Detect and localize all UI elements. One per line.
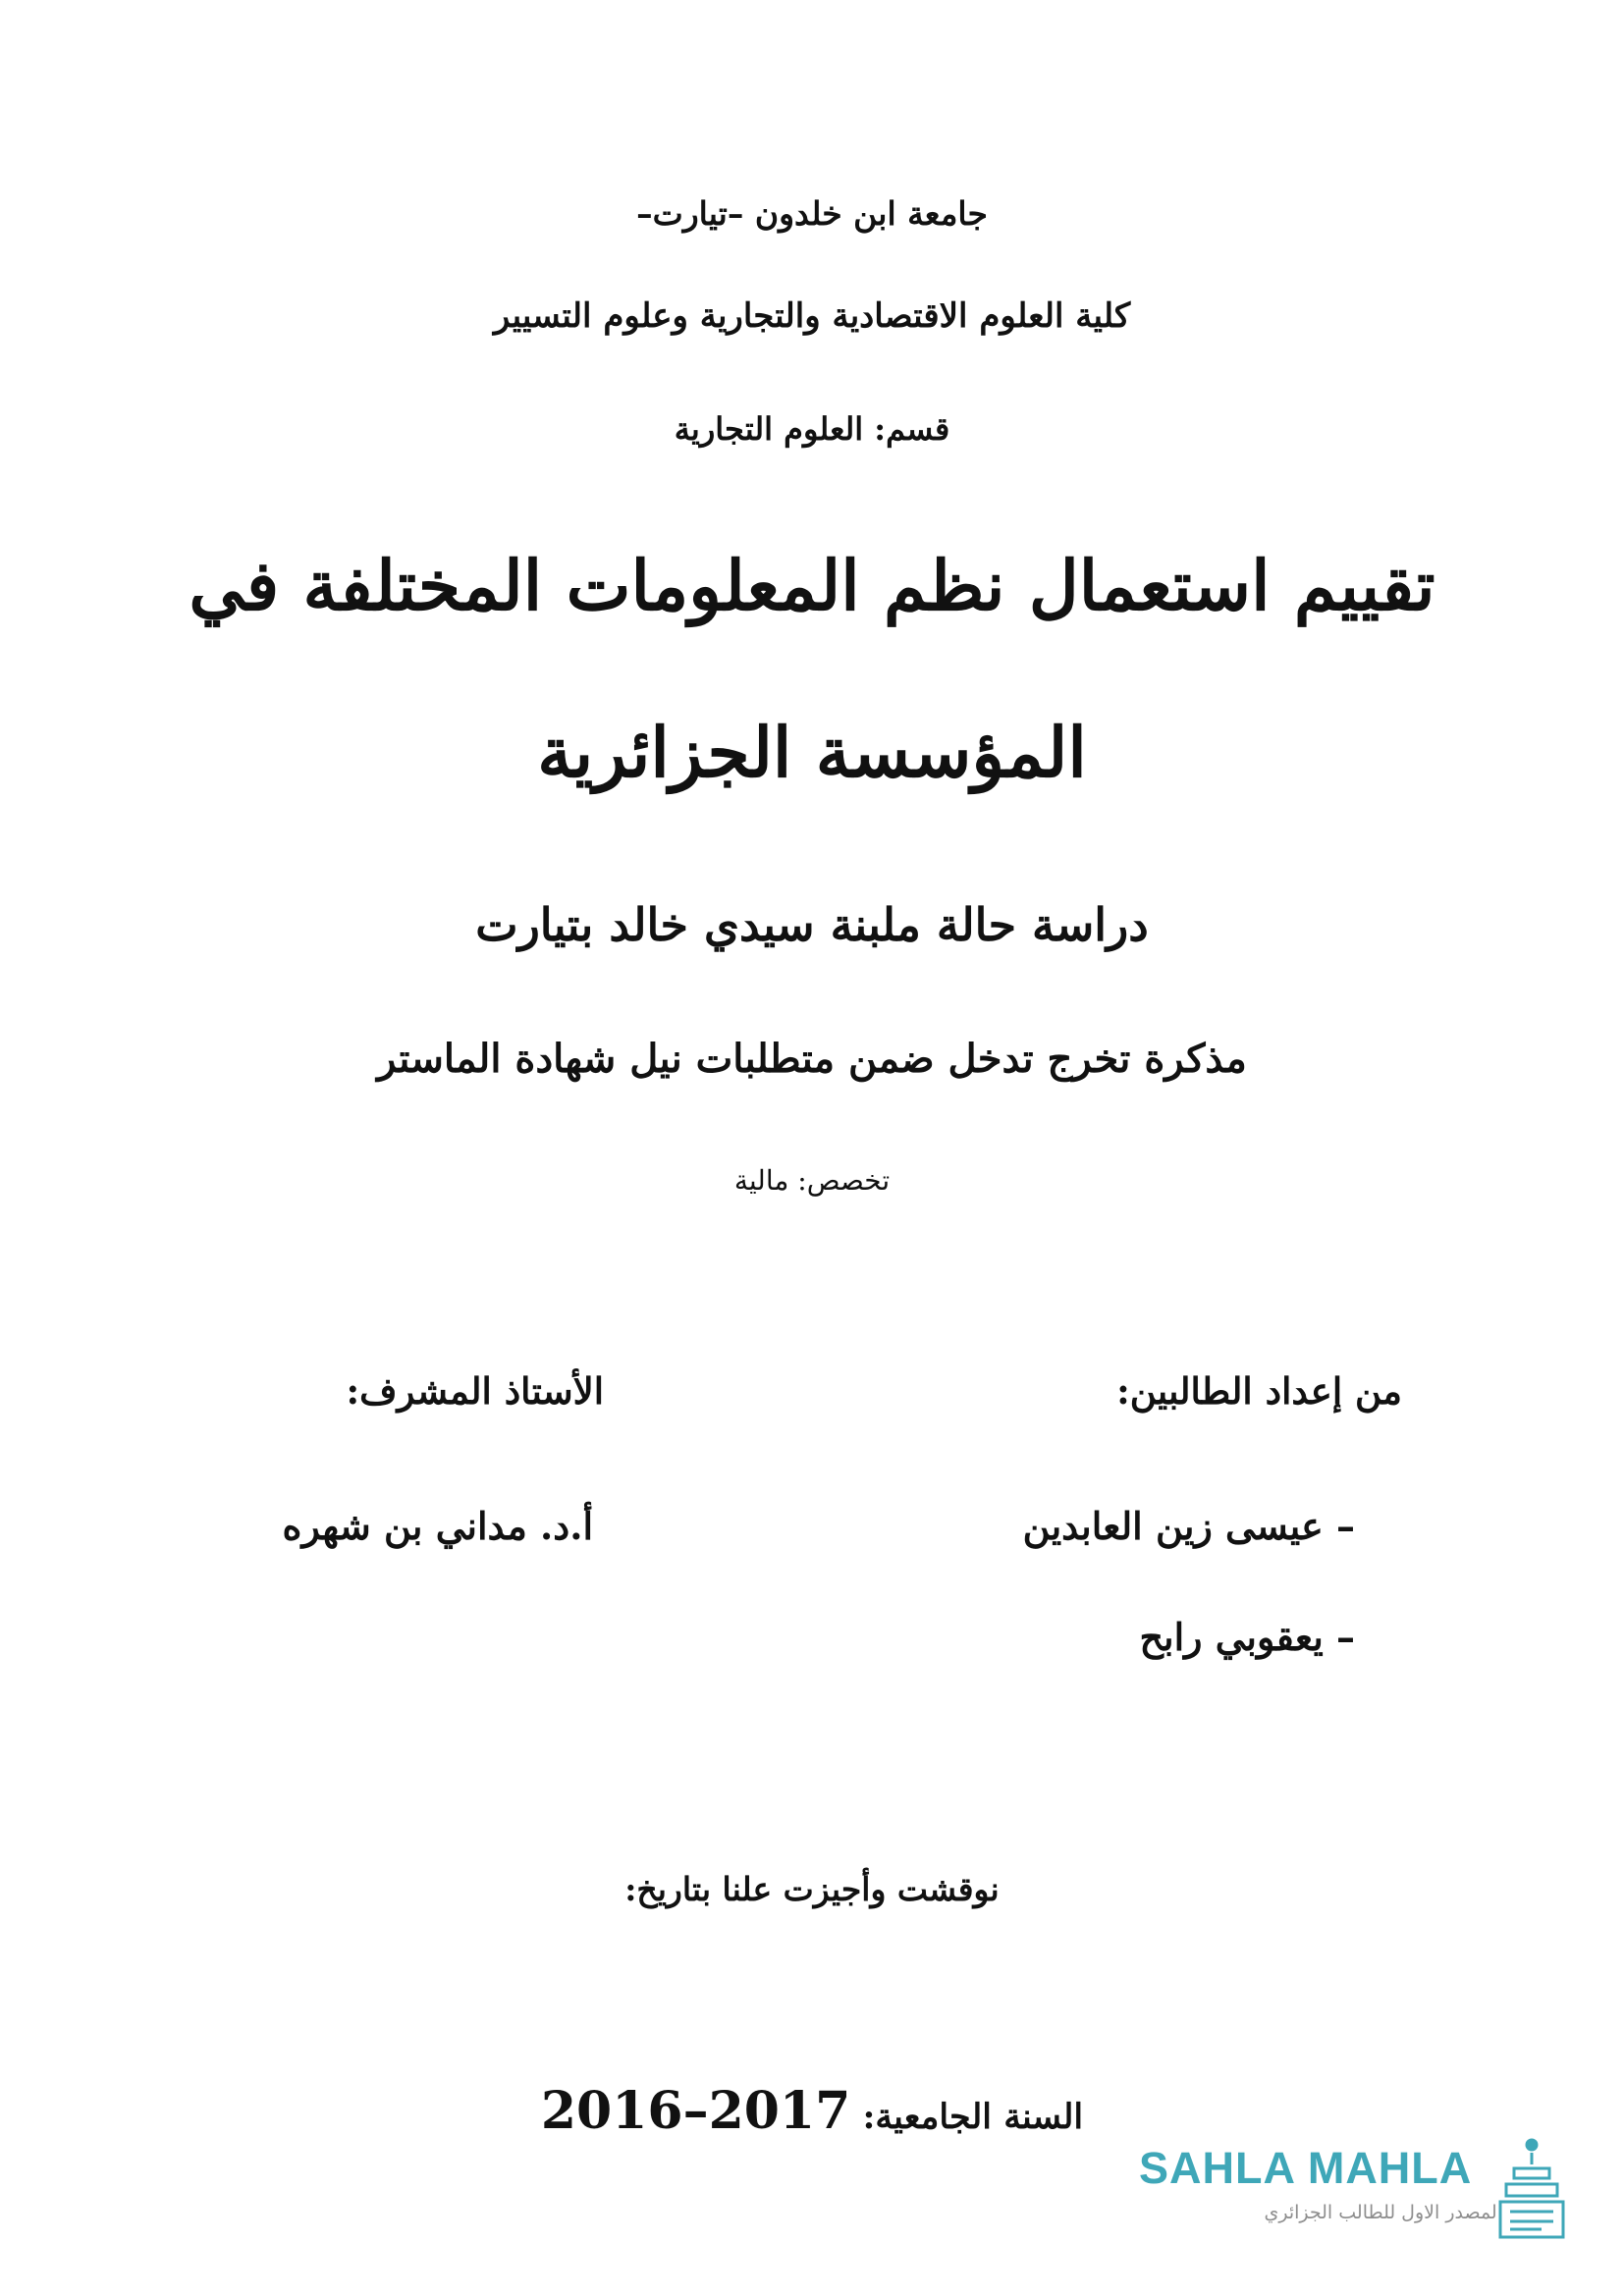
- department-name: قسم: العلوم التجارية: [674, 410, 950, 448]
- university-name: جامعة ابن خلدون –تيارت–: [636, 194, 988, 233]
- thesis-title-line-2: المؤسسة الجزائرية: [537, 712, 1087, 793]
- specialization: تخصص: مالية: [733, 1164, 891, 1197]
- students-label: من إعداد الطالبين:: [1116, 1369, 1402, 1413]
- defense-date-label: نوقشت وأجيزت علنا بتاريخ:: [624, 1870, 1000, 1908]
- watermark-brand: SAHLA MAHLA: [1139, 2143, 1473, 2193]
- watermark-tagline: المصدر الاول للطالب الجزائري: [1264, 2202, 1502, 2223]
- thesis-title-line-1: تقييم استعمال نظم المعلومات المختلفة في: [189, 545, 1435, 626]
- supervisor-name: أ.د. مداني بن شهره: [282, 1504, 593, 1548]
- student-name: – عيسى زين العابدين: [1022, 1504, 1355, 1548]
- supervisor-label: الأستاذ المشرف:: [346, 1369, 604, 1413]
- student-name: – يعقوبي رابح: [1139, 1615, 1355, 1659]
- faculty-name: كلية العلوم الاقتصادية والتجارية وعلوم التسيير: [493, 296, 1131, 336]
- sahla-mahla-logo-icon: [1492, 2135, 1571, 2243]
- case-study-subtitle: دراسة حالة ملبنة سيدي خالد بتيارت: [475, 898, 1149, 951]
- academic-year-label: السنة الجامعية:: [862, 2097, 1084, 2137]
- academic-year: [0, 2081, 1624, 2141]
- sahla-mahla-watermark: [1139, 2135, 1571, 2243]
- academic-year-value: 2016–2017: [540, 2081, 851, 2141]
- memo-description: مذكرة تخرج تدخل ضمن متطلبات نيل شهادة الماستر: [377, 1036, 1247, 1082]
